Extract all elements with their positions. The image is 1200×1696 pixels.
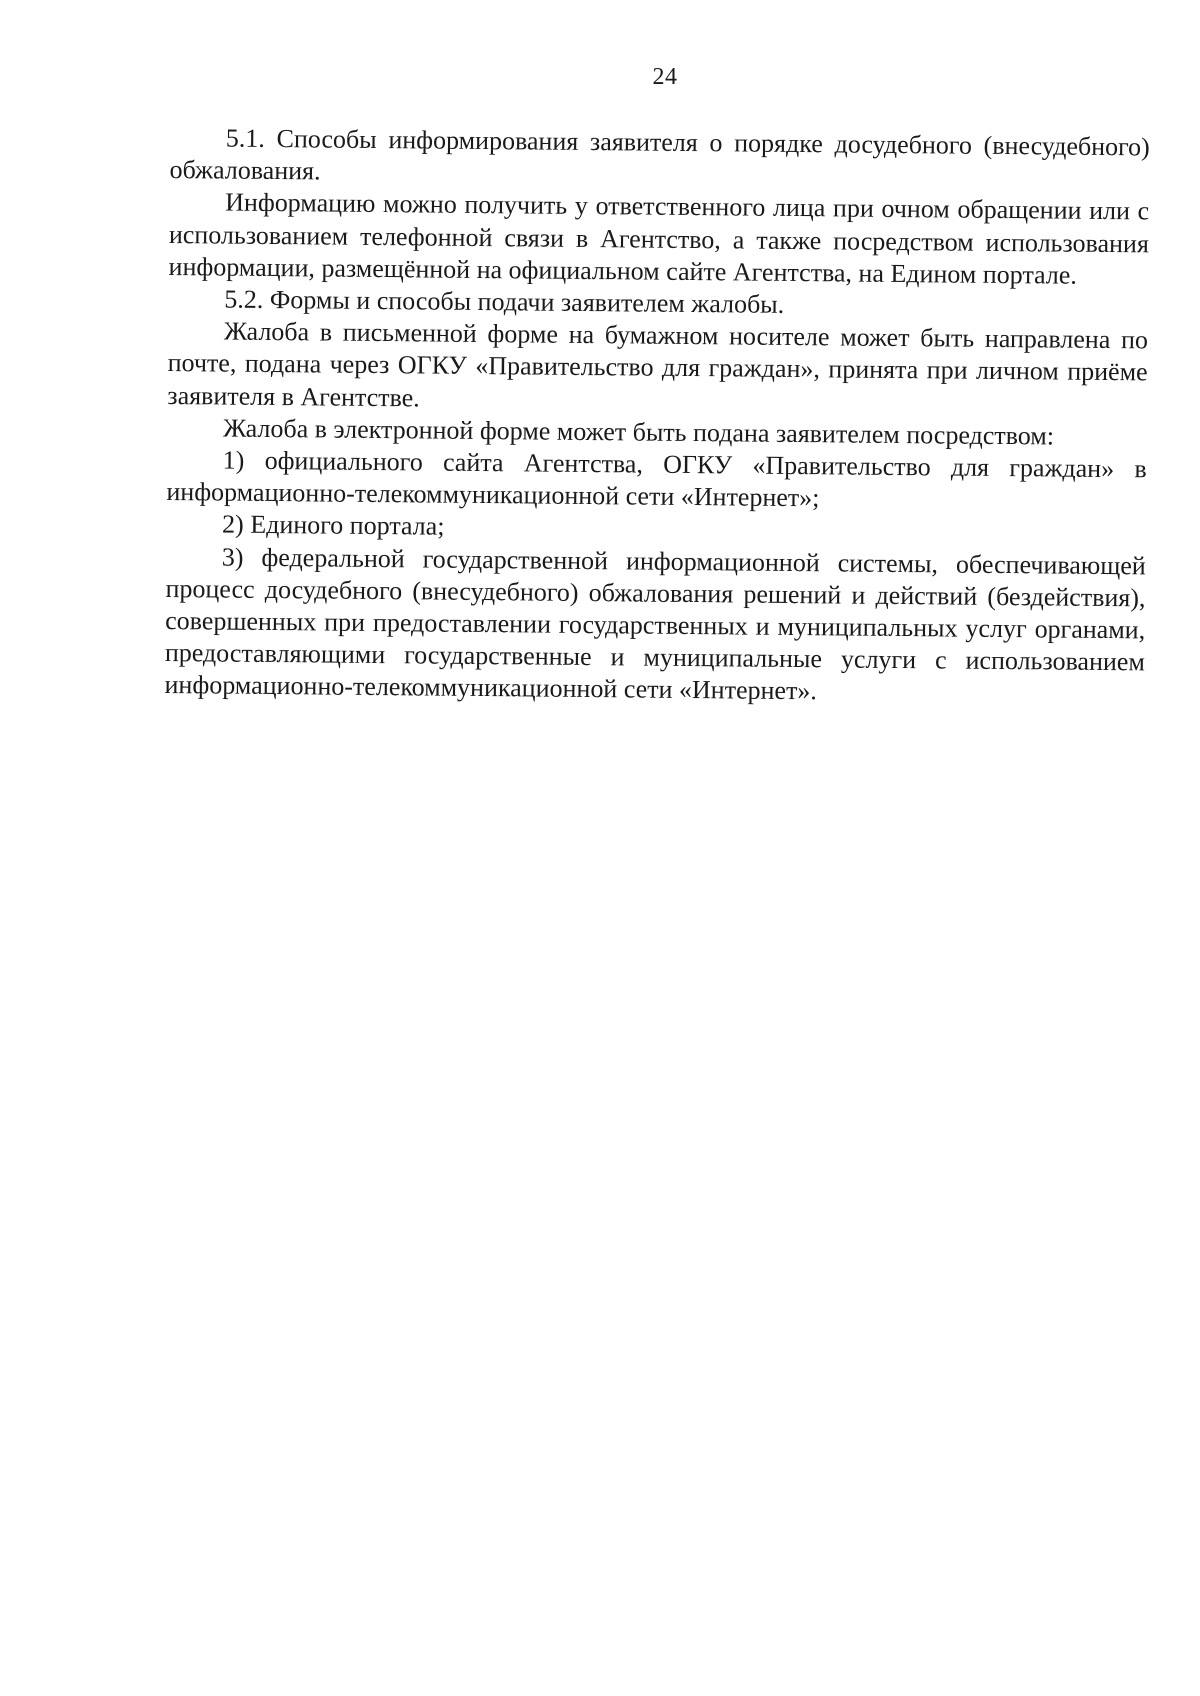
paragraph-electronic-complaint: Жалоба в электронной форме может быть подана заявителем посредством: bbox=[222, 413, 1055, 451]
paragraph-5-2-heading: 5.2. Формы и способы подачи заявителем жалобы. bbox=[224, 284, 785, 319]
list-item-2: 2) Единого портала; bbox=[221, 509, 445, 542]
list-item-1: 1) официального сайта Агентства, ОГКУ «Правительство для граждан» в информационно-телекоммуникационной сети «Интернет»; bbox=[166, 445, 1147, 513]
paragraph-information-sources: Информацию можно получить у ответственного лица при очном обращении или с использованием телефонной связи в Агентство, а также посредством использования информации, размещённой на официальном сайте Агентства, на Едином портале. bbox=[168, 187, 1150, 290]
list-item-3: 3) федеральной государственной информационной системы, обеспечивающей процесс досудебного (внесудебного) обжалования решений и действий (бездействия), совершенных при предоставлении государственных и муниципальных услуг органами, предоставляющими государственные и муниципальные услуги с использованием информационно-телекоммуникационной сети «Интернет». bbox=[164, 542, 1146, 706]
paragraph-5-1-heading: 5.1. Способы информирования заявителя о порядке досудебного (внесудебного) обжалования. bbox=[169, 123, 1150, 186]
paragraph-paper-complaint: Жалоба в письменной форме на бумажном носителе может быть направлена по почте, подана через ОГКУ «Правительство для граждан», принята при личном приёме заявителя в Агентстве. bbox=[167, 316, 1149, 413]
document-body bbox=[164, 122, 1150, 711]
page-number: 24 bbox=[652, 64, 678, 90]
